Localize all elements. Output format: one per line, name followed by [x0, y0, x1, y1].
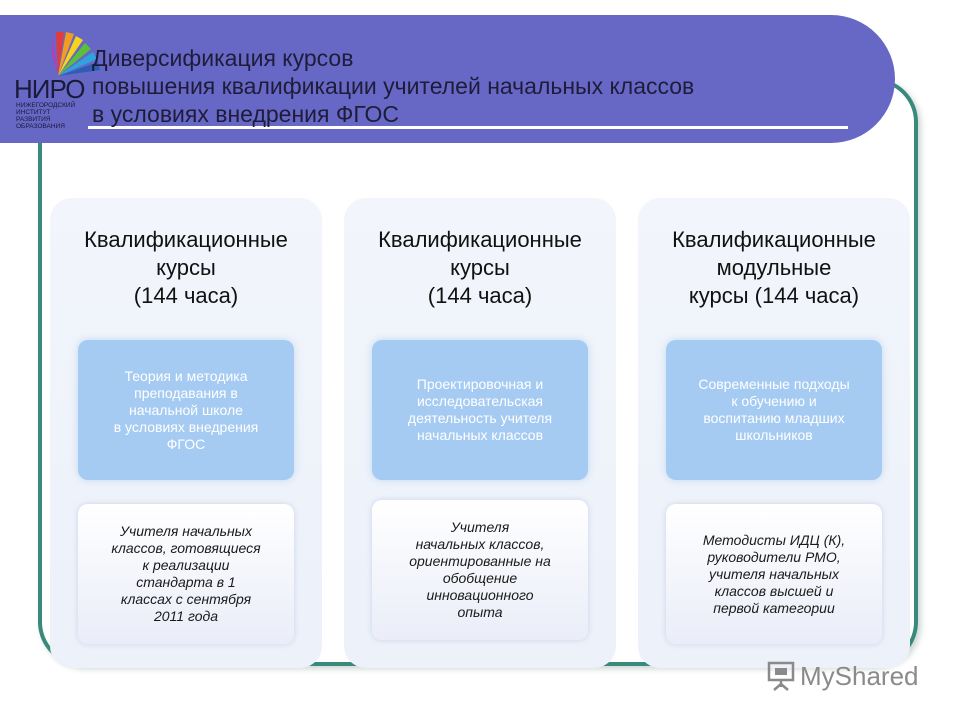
course-audience-box [372, 500, 588, 640]
logo-subtitle: НИЖЕГОРОДСКИЙ ИНСТИТУТ РАЗВИТИЯ ОБРАЗОВАНИЯ [16, 102, 76, 130]
course-audience: Учителя начальных классов, ориентированные на обобщение инновационного опыта [409, 519, 551, 620]
course-topic: Теория и методика преподавания в начальной школе в условиях внедрения ФГОС [113, 367, 259, 452]
course-topic-box [666, 340, 882, 480]
course-audience: Методисты ИДЦ (К), руководители РМО, учителя начальных классов высшей и первой категории [702, 531, 846, 616]
course-column-2 [344, 198, 616, 668]
myshared-watermark [766, 658, 919, 694]
course-title: Квалификационные модульные курсы (144 часа) [672, 227, 876, 308]
course-column-3 [638, 198, 910, 668]
course-title: Квалификационные курсы (144 часа) [84, 227, 288, 308]
watermark-text: MyShared [800, 660, 919, 691]
page-title: Диверсификация курсов повышения квалификации учителей начальных классов в условиях внедрения ФГОС [92, 45, 695, 127]
presentation-board-icon [766, 660, 796, 692]
course-topic-box [78, 340, 294, 480]
course-title: Квалификационные курсы (144 часа) [378, 227, 582, 308]
course-audience: Учителя начальных классов, готовящиеся к реализации стандарта в 1 классах с сентября 2011 года [111, 523, 261, 624]
niro-logo [8, 20, 100, 130]
logo-name: НИРО [14, 74, 85, 104]
course-topic-box [372, 340, 588, 480]
course-topic: Современные подходы к обучению и воспитанию младших школьников [698, 376, 850, 443]
course-column-1 [50, 198, 322, 668]
course-audience-box [78, 504, 294, 644]
course-audience-box [666, 504, 882, 644]
course-topic: Проектировочная и исследовательская деятельность учителя начальных классов [407, 376, 553, 443]
